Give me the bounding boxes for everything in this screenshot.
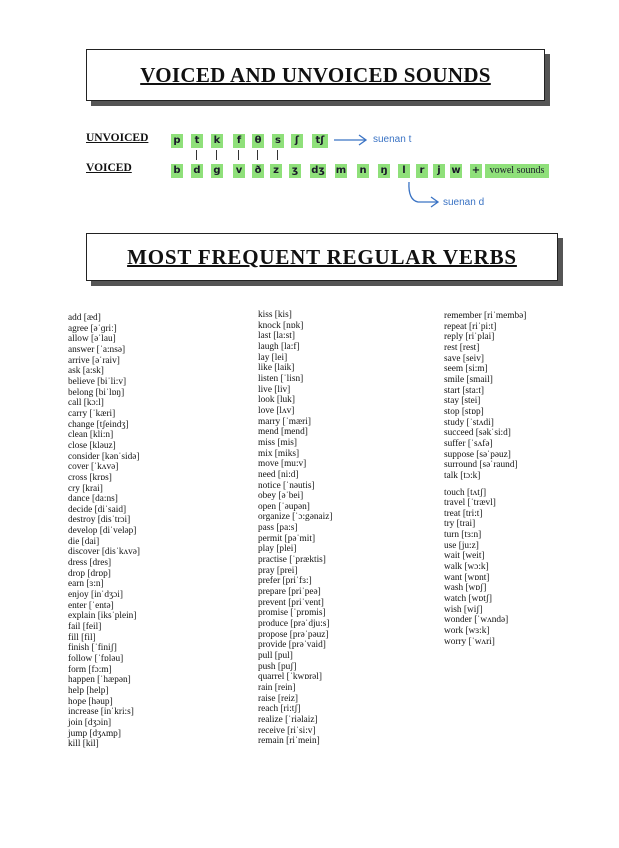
verb-entry: smile [smail] [444,374,493,385]
verb-entry: realize [ˈriəlaiz] [258,714,318,725]
verb-entry: use [ju:z] [444,540,479,551]
verb-entry: touch [tʌtʃ] [444,487,487,498]
verb-entry: wonder [ˈwʌndə] [444,615,509,626]
verb-entry: mix [miks] [258,448,300,459]
verb-entry: prepare [priˈpeə] [258,587,321,598]
verb-entry: believe [biˈli:v] [68,376,127,387]
verb-entry: enjoy [inˈdʒɔi] [68,590,123,601]
voiced-symbol: b [171,164,183,178]
voiced-symbol: ð [252,164,264,178]
verb-entry: belong [biˈlɒŋ] [68,387,125,398]
voiced-symbol: dʒ [311,165,325,176]
verb-entry: prefer [priˈfɜ:] [258,576,312,587]
verb-entry: hope [həup] [68,696,113,707]
verb-entry: die [dai] [68,536,100,547]
voiced-label: VOICED [86,162,132,174]
verb-entry: remain [riˈmein] [258,736,320,747]
verb-entry: reach [ri:tʃ] [258,704,301,715]
vowel-sounds-label: vowel sounds [485,164,549,178]
pair-tick [238,150,239,160]
verb-entry: cross [krɒs] [68,472,112,483]
voiced-unvoiced-title: VOICED AND UNVOICED SOUNDS [86,49,545,101]
verb-entry: call [kɔ:l] [68,398,104,409]
verb-entry: knock [nɒk] [258,320,304,331]
verb-entry: miss [mis] [258,437,297,448]
verb-entry: allow [əˈlau] [68,334,116,345]
verb-entry: stop [stɒp] [444,406,484,417]
verb-entry: organize [ˈɔ:gənaiz] [258,512,333,523]
verb-entry: fail [feil] [68,622,102,633]
verb-entry: remember [riˈmembə] [444,311,527,321]
verb-entry: try [trai] [444,519,476,530]
verb-entry: receive [riˈsi:v] [258,725,316,736]
voiced-symbol: + [471,165,481,176]
verb-entry: rain [rein] [258,682,296,693]
verb-entry: arrive [əˈraiv] [68,355,120,366]
verb-entry: agree [əˈɡriː] [68,323,117,334]
voiced-symbol: n [357,164,369,178]
verb-entry: enter [ˈentə] [68,600,114,611]
verb-entry: answer [ˈa:nsə] [68,344,126,355]
voiced-symbol: z [270,164,282,178]
verb-entry: laugh [la:f] [258,341,300,352]
voiced-symbol: d [191,164,203,178]
verb-entry: live [liv] [258,384,291,395]
verb-entry: explain [iksˈplein] [68,611,137,622]
verb-entry: clean [kli:n] [68,430,114,441]
unvoiced-symbol: p [171,134,183,148]
verb-entry: wait [weit] [444,551,485,562]
verb-entry: close [kləuz] [68,440,116,451]
pair-tick [277,150,278,160]
verb-entry: happen [ˈhæpən] [68,675,131,686]
verb-entry: fill [fil] [68,632,96,643]
verb-entry: reply [riˈplai] [444,332,495,343]
verb-entry: practise [ˈpræktis] [258,555,326,566]
verb-entry: pass [pa:s] [258,523,298,534]
unvoiced-label: UNVOICED [86,132,149,144]
pair-tick [257,150,258,160]
verb-entry: form [fɔ:m] [68,664,112,675]
verb-entry: lay [lei] [258,352,288,363]
unvoiced-annotation: suenan t [373,134,412,145]
verb-entry: permit [pəˈmit] [258,533,316,544]
verb-entry: rest [rest] [444,342,480,353]
voiced-symbol: ŋ [378,164,390,178]
verb-entry: listen [ˈlisn] [258,373,304,384]
verb-entry: wash [wɒʃ] [444,583,487,594]
unvoiced-symbol: tʃ [312,134,328,148]
verb-entry: stay [stei] [444,396,481,407]
verb-entry: notice [ˈnəutis] [258,480,315,491]
verb-entry: kiss [kis] [258,310,292,320]
verb-entry: dance [da:ns] [68,494,118,505]
verbs-column-1 [68,313,140,750]
verb-entry: watch [wɒtʃ] [444,594,492,605]
verb-entry: play [plei] [258,544,297,555]
voiced-symbol: l [398,164,410,178]
voiced-symbol: j [433,164,445,178]
verb-entry: treat [tri:t] [444,508,483,519]
unvoiced-symbol: k [211,134,223,148]
verb-entry: move [mu:v] [258,459,307,470]
verb-entry: dress [dres] [68,558,112,569]
verb-entry: jump [dʒʌmp] [68,728,121,739]
verbs-column-2 [258,310,332,747]
verb-entry: kill [kil] [68,739,99,750]
verb-entry: open [ˈəupən] [258,501,310,512]
verb-entry: wish [wiʃ] [444,604,483,615]
verb-entry: turn [tɜ:n] [444,530,482,541]
verb-entry: propose [prəˈpəuz] [258,629,329,640]
voiced-annotation: suenan d [443,197,485,208]
verb-entry: walk [wɔ:k] [444,562,489,573]
verb-entry: worry [ˈwʌri] [444,636,495,647]
verb-entry: save [seiv] [444,353,485,364]
verb-entry: carry [ˈkæri] [68,408,116,419]
verb-entry: talk [tɔ:k] [444,470,481,481]
verb-entry: push [puʃ] [258,661,297,672]
verb-entry: produce [prəˈdju:s] [258,619,330,630]
unvoiced-symbol: f [233,134,245,148]
verb-entry: like [laik] [258,363,295,374]
voiced-symbol: w [451,165,461,176]
verb-entry: love [lʌv] [258,405,295,416]
verb-entry: promise [ˈprɒmis] [258,608,326,619]
verb-entry: earn [ɜ:n] [68,579,104,590]
verb-entry: mend [mend] [258,427,308,438]
voiced-symbol: g [211,164,223,178]
verb-entry: suppose [səˈpəuz] [444,449,511,460]
verb-entry: seem [si:m] [444,364,488,375]
verb-entry: marry [ˈmæri] [258,416,311,427]
pair-tick [216,150,217,160]
verb-entry: change [tʃeindʒ] [68,419,129,430]
verb-entry: pray [prei] [258,565,298,576]
verb-entry: provide [prəˈvaid] [258,640,326,651]
verb-entry: ask [a:sk] [68,366,104,377]
verb-entry: succeed [səkˈsi:d] [444,428,511,439]
verb-entry: increase [inˈkri:s] [68,707,134,718]
voiced-symbol: m [335,165,347,176]
verb-entry: decide [diˈsaid] [68,504,127,515]
unvoiced-symbol: t [191,134,203,148]
unvoiced-symbol: s [272,134,284,148]
verb-entry: follow [ˈfɒləu] [68,654,124,664]
verb-entry: add [æd] [68,313,101,323]
verb-entry: repeat [riˈpi:t] [444,321,497,332]
verb-entry: develop [diˈveləp] [68,526,137,537]
verb-entry: cry [krai] [68,483,103,494]
verb-entry: surround [səˈraund] [444,460,518,471]
verb-entry: want [wɒnt] [444,572,490,583]
pair-tick [196,150,197,160]
verb-entry: pull [pul] [258,651,293,661]
verb-entry: destroy [disˈtrɔi] [68,515,131,526]
verb-entry: look [luk] [258,395,295,406]
unvoiced-symbol: θ [252,134,264,148]
verb-entry: suffer [ˈsʌfə] [444,438,493,449]
voiced-symbol: ʒ [289,164,301,178]
curved-arrow-icon [404,180,442,210]
verb-entry: quarrel [ˈkwɒrəl] [258,672,322,683]
right-arrow-icon [332,133,370,147]
voiced-symbol: r [416,164,428,178]
verbs-column-3 [444,311,526,647]
verb-entry: work [wɜ:k] [444,626,490,637]
verb-entry: raise [reiz] [258,693,298,704]
verb-entry: join [dʒɔin] [68,717,112,728]
verb-entry: obey [əˈbei] [258,491,304,502]
verb-entry: travel [ˈtrævl] [444,498,496,509]
verb-entry: consider [kənˈsidə] [68,451,140,462]
verb-entry: drop [drɒp] [68,568,111,579]
verb-entry: help [help] [68,685,109,696]
verb-entry: study [ˈstʌdi] [444,417,494,428]
verb-entry: last [la:st] [258,331,295,342]
verb-entry: finish [ˈfiniʃ] [68,643,117,654]
regular-verbs-title: MOST FREQUENT REGULAR VERBS [86,233,558,281]
unvoiced-symbol: ʃ [291,134,303,148]
verb-entry: cover [ˈkʌvə] [68,462,119,473]
verb-entry: discover [disˈkʌvə] [68,547,141,558]
voiced-symbol: v [233,164,245,178]
verb-entry: prevent [priˈvent] [258,597,324,608]
verb-entry: start [sta:t] [444,385,485,396]
verb-entry: need [ni:d] [258,469,299,480]
